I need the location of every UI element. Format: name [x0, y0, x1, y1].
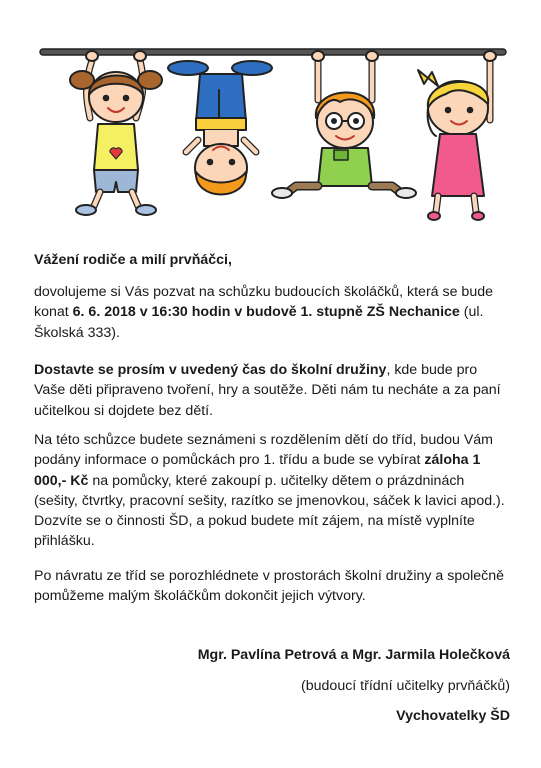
children-hanging-on-bar-illustration	[0, 0, 541, 235]
greeting: Vážení rodiče a milí prvňáčci,	[34, 252, 232, 268]
horizontal-bar	[40, 49, 506, 55]
invitation-address: (ul. Školská 333).	[34, 304, 484, 341]
arrival-text: , kde bude pro Vaše děti připraveno tvoření, hry a soutěže. Děti nám tu necháte a za paní učitelkou si dojdete bez dětí.	[34, 362, 501, 419]
paragraph-closing: Po návratu ze tříd se porozhlédnete v prostorách školní družiny a společně pomůžeme malým školáčkům dokončit jejich výtvory.	[34, 568, 505, 605]
paragraph-invitation	[34, 282, 512, 343]
deposit-amount: záloha 1 000,- Kč	[34, 452, 481, 489]
signature-names: Mgr. Pavlína Petrová a Mgr. Jarmila Holečková	[197, 647, 510, 663]
boy-glasses-figure	[272, 51, 416, 198]
girl-pigtails-figure	[70, 51, 162, 215]
signature-organization: Vychovatelky ŠD	[396, 708, 510, 724]
paragraph-information	[34, 430, 512, 552]
information-text-continued: na pomůcky, které zakoupí p. učitelky dětem o prázdninách (sešity, čtvrtky, pracovní sešity, razítko se jmenovkou, sáček k lavici apod.). Dozvíte se o činnosti ŠD, a pokud budete mít zájem, na místě vyplníte přihlášku.	[34, 472, 505, 550]
boy-upside-down-figure	[168, 61, 272, 195]
arrival-instruction: Dostavte se prosím v uvedený čas do školní družiny	[34, 362, 387, 378]
girl-yellow-hair-figure	[418, 51, 496, 220]
signature-role: (budoucí třídní učitelky prvňáčků)	[301, 678, 510, 694]
invitation-date-place: 6. 6. 2018 v 16:30 hodin v budově 1. stupně ZŠ Nechanice	[72, 304, 460, 321]
invitation-text: dovolujeme si Vás pozvat na schůzku budoucích školáčků, která se bude konat	[34, 284, 493, 321]
information-text: Na této schůzce budete seznámeni s rozdělením dětí do tříd, budou Vám podány informace o pomůckách pro 1. třídu a bude se vybírat	[34, 432, 493, 469]
paragraph-arrival	[34, 360, 512, 421]
